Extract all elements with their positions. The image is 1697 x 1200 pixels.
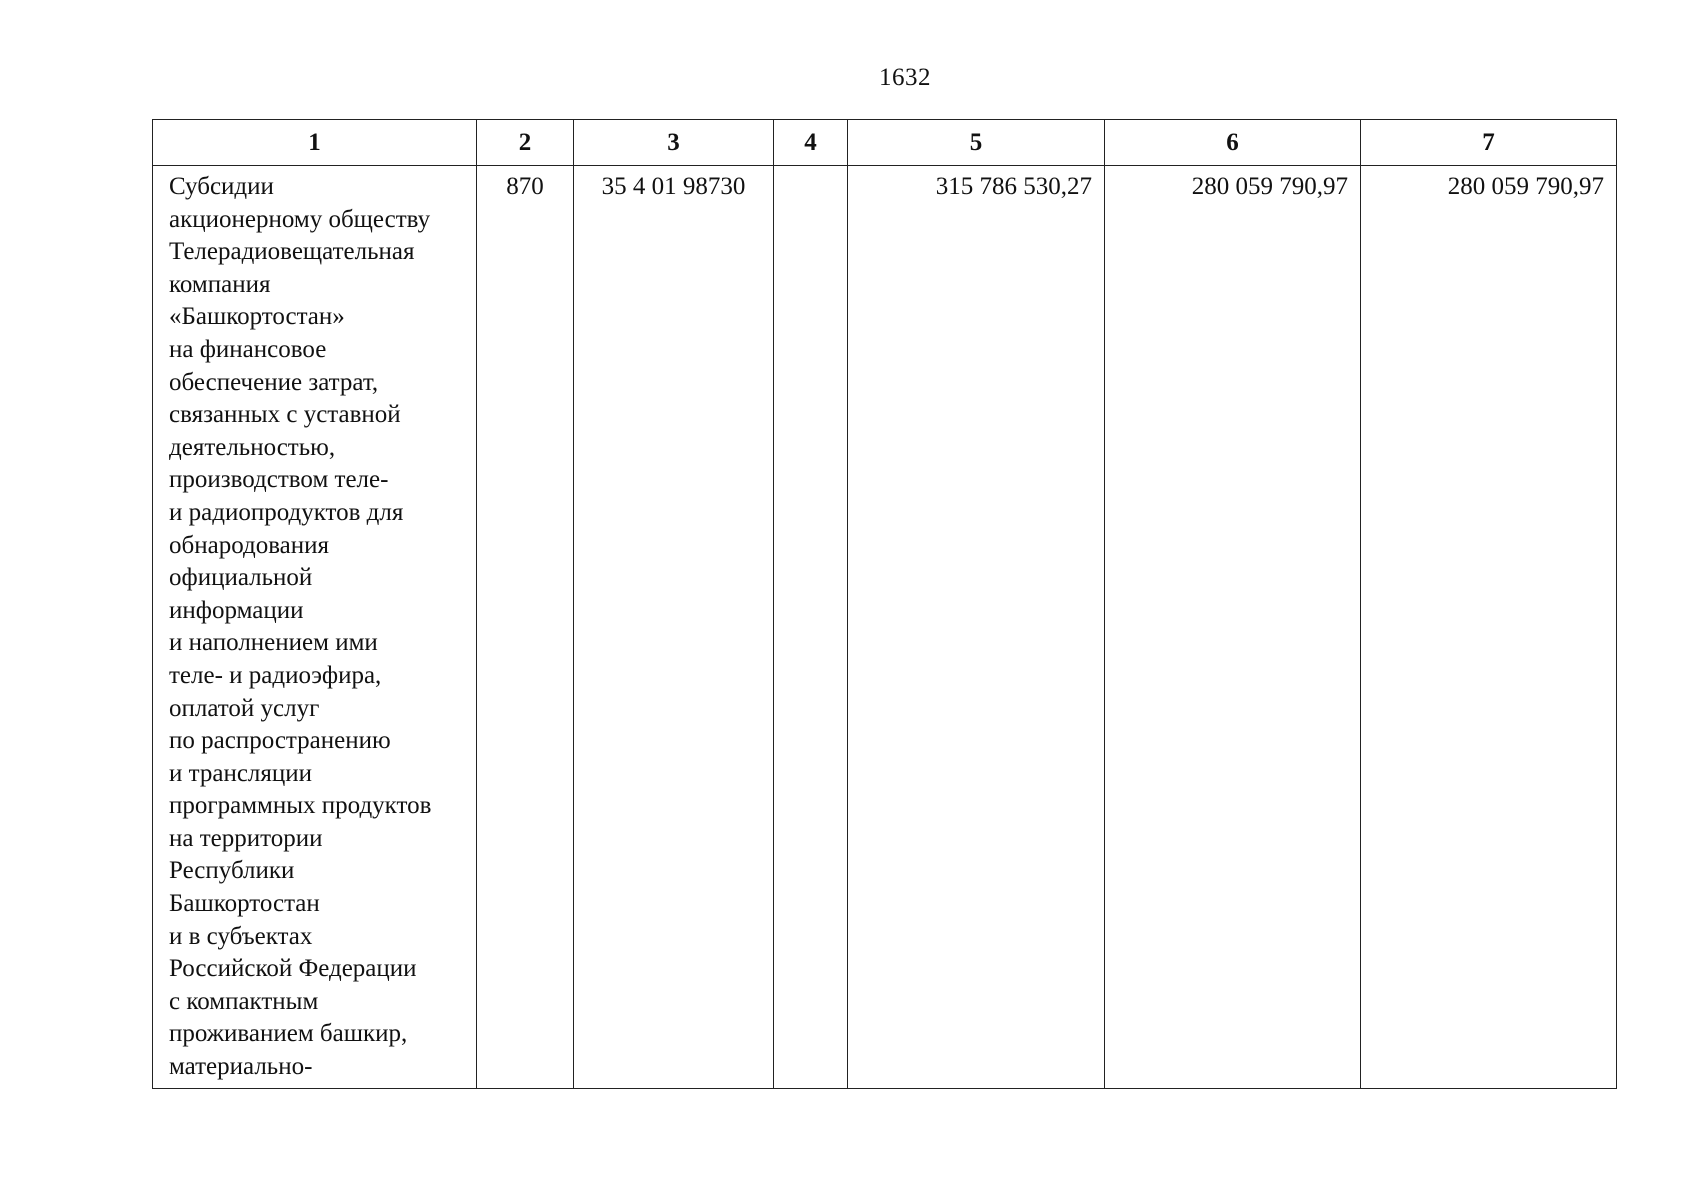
row-code-col2: 870 [477,166,574,1089]
header-col-3: 3 [574,120,774,166]
header-col-4: 4 [774,120,848,166]
header-col-5: 5 [848,120,1105,166]
header-col-7: 7 [1361,120,1617,166]
row-empty-col4 [774,166,848,1089]
description-line: деятельностью, [169,433,336,461]
table-row [153,166,1617,1089]
header-col-6: 6 [1105,120,1361,166]
description-line: материально- [169,1053,313,1081]
description-line: производством теле- [169,466,389,494]
description-line: программных продуктов [169,792,432,820]
description-line: связанных с уставной [169,401,401,429]
row-amount-col5: 315 786 530,27 [848,166,1105,1089]
description-line: и радиопродуктов для [169,498,404,526]
description-line: Российской Федерации [169,955,417,983]
description-line: теле- и радиоэфира, [169,661,382,689]
description-line: по распространению [169,727,391,755]
description-line: Субсидии [169,173,274,200]
header-row [153,120,1617,166]
description-line: на финансовое [169,335,327,363]
description-line: информации [169,596,304,624]
description-line: на территории [169,824,323,852]
page-number: 1632 [879,64,931,91]
description-line: с компактным [169,987,319,1015]
description-line: обнародования [169,531,330,559]
row-description [153,166,477,1089]
description-line: официальной [169,564,313,592]
description-line: и в субъектах [169,922,313,950]
description-line: обеспечение затрат, [169,368,379,396]
header-col-2: 2 [477,120,574,166]
description-line: Телерадиовещательная [169,238,415,266]
row-amount-col7: 280 059 790,97 [1361,166,1617,1089]
description-line: и наполнением ими [169,629,378,657]
description-line: компания [169,270,271,298]
description-line: оплатой услуг [169,694,320,722]
row-amount-col6: 280 059 790,97 [1105,166,1361,1089]
header-col-1: 1 [153,120,477,166]
description-line: Республики [169,857,295,885]
description-line: «Башкортостан» [169,303,345,331]
description-line: Башкортостан [169,890,320,918]
budget-table [152,119,1617,1089]
row-code-col3: 35 4 01 98730 [574,166,774,1089]
description-line: и трансляции [169,759,313,787]
description-line: проживанием башкир, [169,1020,408,1048]
description-line: акционерному обществу [169,205,431,233]
